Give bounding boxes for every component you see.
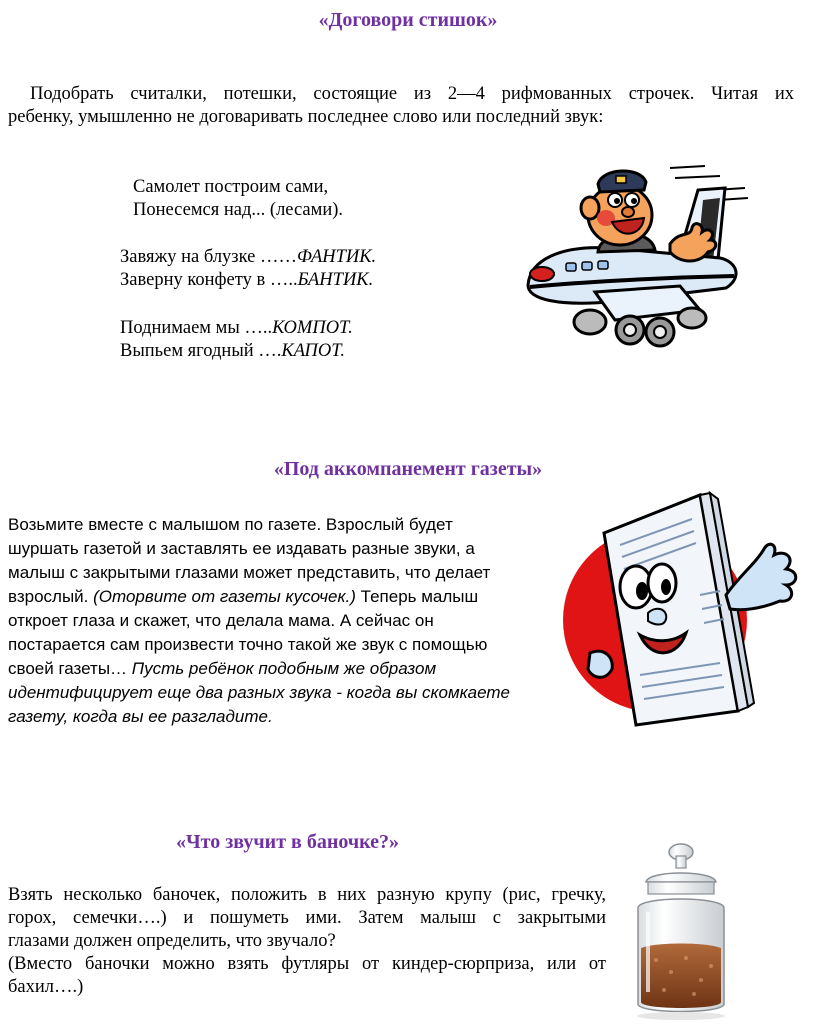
poem-couplet-2 — [120, 246, 376, 292]
section-title-gazeta: «Под аккомпанемент газеты» — [273, 458, 543, 480]
airplane-pilot-illustration — [520, 160, 750, 360]
body-line: (Вместо баночки можно взять футляры от киндер-сюрприза, или от — [8, 954, 606, 974]
poem-line-start: Поднимаем мы ….. — [120, 318, 273, 338]
intro-line: Подобрать считалки, потешки, состоящие из 2—4 рифмованных строчек. Читая их — [30, 84, 794, 104]
body-line: постарается сам произвести точно такой же звук с помощью — [8, 635, 488, 654]
body-line: горох, семечки….) и пошуметь ими. Затем малыш с закрытыми — [8, 908, 606, 928]
section-title-banochka: «Что звучит в баночке?» — [176, 831, 400, 853]
poem-line — [120, 269, 376, 292]
poem-word: КАПОТ. — [281, 341, 345, 361]
poem-line: Самолет построим сами, — [133, 177, 329, 197]
body-line — [8, 585, 510, 609]
body-text: Теперь малыш — [355, 587, 479, 606]
poem-couplet-3 — [120, 317, 353, 363]
poem-word: КОМПОТ. — [272, 318, 353, 338]
poem-couplet-1 — [133, 176, 343, 222]
poem-line — [120, 340, 353, 363]
section2-body — [8, 513, 510, 729]
poem-line — [120, 317, 353, 340]
poem-line — [120, 246, 376, 269]
body-italic: Пусть ребёнок подобным же образом — [131, 659, 437, 678]
body-text: своей газеты… — [8, 659, 132, 678]
body-line: Взять несколько баночек, положить в них разную крупу (рис, гречку, — [8, 885, 606, 905]
body-line — [8, 657, 510, 681]
section1-intro — [8, 83, 794, 129]
body-line: глазами должен определить, что звучало? — [8, 931, 336, 951]
body-line: Возьмите вместе с малышом по газете. Взрослый будет — [8, 515, 453, 534]
newspaper-character-illustration — [560, 485, 805, 735]
poem-word: ФАНТИК. — [296, 247, 377, 267]
section3-body — [8, 884, 606, 999]
poem-line: Понесемся над... (лесами). — [133, 200, 344, 220]
poem-word: БАНТИК. — [297, 270, 374, 290]
glass-jar-illustration — [626, 842, 736, 1020]
poem-line-start: Завяжу на блузке …… — [120, 247, 297, 267]
body-text: взрослый. — [8, 587, 94, 606]
body-line: газету, когда вы ее разгладите. — [8, 707, 273, 726]
body-line: идентифицирует еще два разных звука - когда вы скомкаете — [8, 683, 510, 702]
poem-line-start: Выпьем ягодный …. — [120, 341, 282, 361]
poem-line-start: Заверну конфету в ….. — [120, 270, 298, 290]
body-line: шуршать газетой и заставлять ее издавать разные звуки, а — [8, 539, 475, 558]
section-title-dogovori: «Договори стишок» — [318, 9, 498, 31]
body-line: откроет глаза и скажет, что делала мама. А сейчас он — [8, 611, 434, 630]
body-line: бахил….) — [8, 977, 84, 997]
intro-line: ребенку, умышленно не договаривать последнее слово или последний звук: — [8, 107, 604, 127]
body-line: малыш с закрытыми глазами может представить, что делает — [8, 563, 491, 582]
body-italic: (Оторвите от газеты кусочек.) — [93, 587, 356, 606]
